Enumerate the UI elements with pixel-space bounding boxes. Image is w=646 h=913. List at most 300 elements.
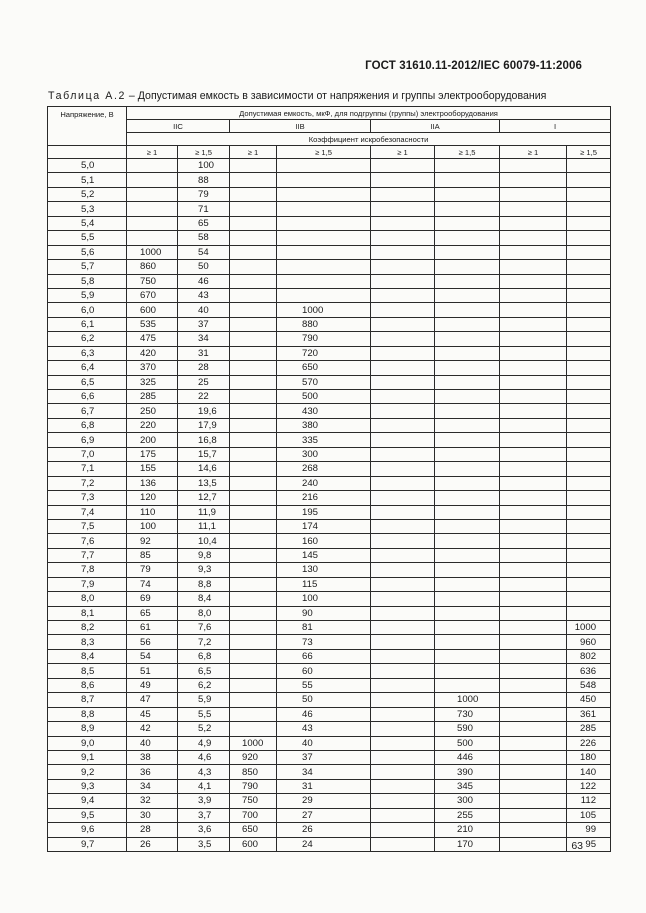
capacity-cell: 45: [127, 707, 178, 721]
capacity-cell: 5,2: [178, 722, 230, 736]
capacity-cell: 110: [127, 505, 178, 519]
capacity-cell: [371, 765, 435, 779]
voltage-cell: 8,6: [48, 678, 127, 692]
capacity-cell: [371, 375, 435, 389]
capacity-cell: [435, 346, 500, 360]
capacity-cell: [500, 534, 567, 548]
capacity-cell: 345: [435, 779, 500, 793]
capacity-cell: [277, 216, 371, 230]
capacity-cell: [371, 245, 435, 259]
factor-header: ≥ 1,5: [435, 146, 500, 159]
capacity-cell: [500, 577, 567, 591]
voltage-cell: 6,9: [48, 433, 127, 447]
capacity-cell: 636: [567, 664, 611, 678]
capacity-cell: [371, 823, 435, 837]
capacity-cell: [567, 361, 611, 375]
capacity-cell: [371, 433, 435, 447]
capacity-cell: 325: [127, 375, 178, 389]
capacity-cell: [567, 187, 611, 201]
capacity-cell: 36: [127, 765, 178, 779]
capacity-cell: [371, 231, 435, 245]
capacity-cell: 195: [277, 505, 371, 519]
capacity-cell: [371, 361, 435, 375]
capacity-cell: 670: [127, 288, 178, 302]
capacity-cell: [567, 288, 611, 302]
capacity-cell: [500, 375, 567, 389]
voltage-cell: 6,3: [48, 346, 127, 360]
capacity-cell: [230, 404, 277, 418]
capacity-cell: 535: [127, 317, 178, 331]
capacity-cell: [230, 346, 277, 360]
capacity-cell: [230, 260, 277, 274]
capacity-cell: [371, 534, 435, 548]
capacity-cell: [567, 390, 611, 404]
capacity-cell: [435, 332, 500, 346]
capacity-cell: [230, 722, 277, 736]
voltage-cell: 5,9: [48, 288, 127, 302]
voltage-cell: 9,3: [48, 779, 127, 793]
capacity-cell: [277, 202, 371, 216]
voltage-cell: 5,6: [48, 245, 127, 259]
capacity-cell: [567, 404, 611, 418]
capacity-cell: [567, 418, 611, 432]
capacity-cell: 95: [567, 837, 611, 851]
table-row: [48, 491, 611, 505]
capacity-cell: 24: [277, 837, 371, 851]
capacity-cell: [371, 274, 435, 288]
capacity-cell: 8,8: [178, 577, 230, 591]
capacity-cell: [500, 693, 567, 707]
voltage-cell: 5,5: [48, 231, 127, 245]
table-row: [48, 404, 611, 418]
factor-header: ≥ 1: [371, 146, 435, 159]
capacity-cell: [371, 303, 435, 317]
capacity-cell: [435, 245, 500, 259]
capacity-cell: 500: [435, 736, 500, 750]
capacity-cell: 180: [567, 750, 611, 764]
factor-header: ≥ 1,5: [567, 146, 611, 159]
voltage-cell: 5,3: [48, 202, 127, 216]
capacity-cell: [435, 519, 500, 533]
capacity-cell: 85: [127, 548, 178, 562]
capacity-cell: [435, 260, 500, 274]
capacity-cell: 420: [127, 346, 178, 360]
capacity-cell: 7,2: [178, 635, 230, 649]
capacity-cell: 34: [277, 765, 371, 779]
capacity-cell: [500, 202, 567, 216]
capacity-cell: [230, 288, 277, 302]
capacity-cell: 450: [567, 693, 611, 707]
capacity-cell: 10,4: [178, 534, 230, 548]
table-row: [48, 534, 611, 548]
capacity-cell: 26: [127, 837, 178, 851]
capacity-cell: 100: [178, 159, 230, 173]
capacity-cell: 216: [277, 491, 371, 505]
capacity-cell: [371, 260, 435, 274]
capacity-cell: [371, 187, 435, 201]
capacity-cell: [435, 231, 500, 245]
capacity-cell: 6,5: [178, 664, 230, 678]
capacity-cell: [371, 462, 435, 476]
group-header-i: I: [500, 120, 611, 133]
capacity-cell: [435, 187, 500, 201]
capacity-cell: [500, 794, 567, 808]
capacity-cell: [567, 303, 611, 317]
capacity-cell: [500, 462, 567, 476]
capacity-cell: [435, 621, 500, 635]
capacity-cell: 88: [178, 173, 230, 187]
capacity-cell: 1000: [435, 693, 500, 707]
voltage-cell: 9,7: [48, 837, 127, 851]
table-body: [48, 159, 611, 852]
voltage-cell: 9,4: [48, 794, 127, 808]
capacity-cell: 4,1: [178, 779, 230, 793]
capacity-cell: [230, 173, 277, 187]
capacity-cell: [371, 390, 435, 404]
capacity-cell: [230, 577, 277, 591]
capacity-cell: [371, 548, 435, 562]
capacity-cell: 3,6: [178, 823, 230, 837]
capacity-cell: [435, 361, 500, 375]
voltage-cell: 5,4: [48, 216, 127, 230]
capacity-cell: [371, 216, 435, 230]
capacity-cell: 1000: [277, 303, 371, 317]
capacity-cell: 430: [277, 404, 371, 418]
capacity-cell: [500, 231, 567, 245]
capacity-cell: [500, 505, 567, 519]
capacity-cell: 475: [127, 332, 178, 346]
capacity-cell: [277, 159, 371, 173]
capacity-cell: 130: [277, 563, 371, 577]
capacity-cell: 65: [127, 606, 178, 620]
capacity-cell: [500, 346, 567, 360]
capacity-cell: [435, 649, 500, 663]
capacity-cell: [500, 736, 567, 750]
capacity-cell: [230, 274, 277, 288]
capacity-cell: 300: [277, 447, 371, 461]
capacity-cell: 860: [127, 260, 178, 274]
capacity-cell: 140: [567, 765, 611, 779]
capacity-cell: [500, 592, 567, 606]
capacity-cell: [500, 216, 567, 230]
capacity-cell: 27: [277, 808, 371, 822]
capacity-cell: [435, 303, 500, 317]
capacity-cell: [230, 635, 277, 649]
voltage-cell: 9,6: [48, 823, 127, 837]
capacity-cell: 850: [230, 765, 277, 779]
capacity-cell: 69: [127, 592, 178, 606]
capacity-cell: [230, 606, 277, 620]
table-row: [48, 693, 611, 707]
table-row: [48, 837, 611, 851]
capacity-cell: [500, 649, 567, 663]
capacity-cell: 548: [567, 678, 611, 692]
capacity-cell: [500, 173, 567, 187]
capacity-cell: [230, 361, 277, 375]
capacity-cell: [500, 548, 567, 562]
capacity-cell: 34: [127, 779, 178, 793]
capacity-cell: [230, 303, 277, 317]
capacity-cell: [500, 404, 567, 418]
table-row: [48, 375, 611, 389]
voltage-cell: 7,1: [48, 462, 127, 476]
capacity-cell: 175: [127, 447, 178, 461]
capacity-cell: 112: [567, 794, 611, 808]
capacity-cell: [567, 245, 611, 259]
capacity-cell: [435, 577, 500, 591]
capacity-cell: 240: [277, 476, 371, 490]
capacity-cell: [230, 664, 277, 678]
table-row: [48, 202, 611, 216]
capacity-cell: 1000: [230, 736, 277, 750]
capacity-cell: [127, 187, 178, 201]
capacity-cell: 285: [127, 390, 178, 404]
table-row: [48, 577, 611, 591]
capacity-cell: [371, 837, 435, 851]
capacity-cell: [230, 707, 277, 721]
table-row: [48, 231, 611, 245]
page-number: 63: [571, 840, 583, 852]
capacity-cell: 650: [277, 361, 371, 375]
capacity-cell: [127, 231, 178, 245]
capacity-cell: 79: [127, 563, 178, 577]
capacity-cell: [567, 260, 611, 274]
capacity-cell: [277, 260, 371, 274]
table-caption-text: – Допустимая емкость в зависимости от напряжения и группы электрооборудования: [125, 90, 547, 102]
table-row: [48, 649, 611, 663]
factor-header: ≥ 1: [127, 146, 178, 159]
capacity-cell: 34: [178, 332, 230, 346]
table-row: [48, 332, 611, 346]
capacity-cell: 174: [277, 519, 371, 533]
capacity-cell: [371, 317, 435, 331]
capacity-cell: 4,6: [178, 750, 230, 764]
table-row: [48, 447, 611, 461]
capacity-cell: [500, 722, 567, 736]
capacity-cell: 335: [277, 433, 371, 447]
capacity-cell: 590: [435, 722, 500, 736]
capacity-cell: [371, 779, 435, 793]
capacity-cell: [435, 317, 500, 331]
table-row: [48, 288, 611, 302]
capacity-cell: [230, 491, 277, 505]
table-row: [48, 390, 611, 404]
capacity-cell: 9,3: [178, 563, 230, 577]
capacity-cell: [567, 505, 611, 519]
voltage-cell: 9,1: [48, 750, 127, 764]
capacity-cell: 61: [127, 621, 178, 635]
table-row: [48, 736, 611, 750]
voltage-cell: 7,5: [48, 519, 127, 533]
capacity-cell: [371, 678, 435, 692]
capacity-cell: [500, 808, 567, 822]
capacity-cell: 200: [127, 433, 178, 447]
capacity-cell: 54: [127, 649, 178, 663]
capacity-cell: 4,3: [178, 765, 230, 779]
capacity-cell: 17,9: [178, 418, 230, 432]
capacity-cell: [500, 260, 567, 274]
capacity-cell: [435, 216, 500, 230]
voltage-cell: 7,7: [48, 548, 127, 562]
capacity-cell: [500, 418, 567, 432]
table-row: [48, 707, 611, 721]
capacity-cell: [435, 678, 500, 692]
table-row: [48, 592, 611, 606]
capacity-cell: [230, 592, 277, 606]
capacity-cell: 210: [435, 823, 500, 837]
capacity-cell: 1000: [127, 245, 178, 259]
capacity-cell: [230, 187, 277, 201]
voltage-cell: 8,5: [48, 664, 127, 678]
capacity-cell: [500, 476, 567, 490]
capacity-cell: 40: [127, 736, 178, 750]
capacity-cell: [230, 519, 277, 533]
factor-header: ≥ 1: [230, 146, 277, 159]
capacity-cell: 13,5: [178, 476, 230, 490]
capacity-cell: 11,1: [178, 519, 230, 533]
capacity-cell: [277, 274, 371, 288]
table-row: [48, 678, 611, 692]
voltage-cell: 6,6: [48, 390, 127, 404]
factor-header: ≥ 1: [500, 146, 567, 159]
capacity-cell: 43: [178, 288, 230, 302]
group-header-iib: IIB: [230, 120, 371, 133]
capacity-cell: [500, 823, 567, 837]
table-row: [48, 159, 611, 173]
capacity-cell: 960: [567, 635, 611, 649]
capacity-cell: [230, 390, 277, 404]
capacity-cell: 46: [277, 707, 371, 721]
capacity-cell: 5,9: [178, 693, 230, 707]
capacity-cell: 650: [230, 823, 277, 837]
table-row: [48, 505, 611, 519]
capacity-cell: 790: [277, 332, 371, 346]
table-row: [48, 433, 611, 447]
capacity-cell: [371, 808, 435, 822]
capacity-cell: [500, 187, 567, 201]
capacity-cell: [371, 577, 435, 591]
capacity-cell: [500, 274, 567, 288]
capacity-cell: [500, 288, 567, 302]
voltage-cell: 6,5: [48, 375, 127, 389]
factor-header-blank: [48, 146, 127, 159]
table-row: [48, 750, 611, 764]
capacity-cell: [435, 505, 500, 519]
capacity-cell: 570: [277, 375, 371, 389]
capacity-cell: [567, 476, 611, 490]
capacity-cell: 8,0: [178, 606, 230, 620]
voltage-cell: 5,8: [48, 274, 127, 288]
capacity-cell: 600: [127, 303, 178, 317]
voltage-cell: 7,6: [48, 534, 127, 548]
voltage-cell: 9,0: [48, 736, 127, 750]
table-row: [48, 346, 611, 360]
capacity-cell: 28: [127, 823, 178, 837]
capacity-cell: [230, 231, 277, 245]
capacity-cell: 56: [127, 635, 178, 649]
capacity-cell: [435, 664, 500, 678]
table-row: [48, 794, 611, 808]
capacity-cell: [230, 548, 277, 562]
table-row: [48, 274, 611, 288]
capacity-cell: 14,6: [178, 462, 230, 476]
capacity-cell: [277, 288, 371, 302]
table-row: [48, 635, 611, 649]
table-row: [48, 361, 611, 375]
capacity-cell: [567, 577, 611, 591]
capacity-cell: 29: [277, 794, 371, 808]
capacity-cell: [230, 159, 277, 173]
capacity-cell: [230, 216, 277, 230]
voltage-cell: 8,4: [48, 649, 127, 663]
capacity-cell: 11,9: [178, 505, 230, 519]
table-row: [48, 476, 611, 490]
capacity-cell: 50: [178, 260, 230, 274]
capacity-cell: [371, 476, 435, 490]
capacity-cell: 38: [127, 750, 178, 764]
table-row: [48, 317, 611, 331]
voltage-cell: 5,7: [48, 260, 127, 274]
voltage-column-header: Напряжение, В: [48, 107, 127, 146]
capacity-cell: [435, 375, 500, 389]
capacity-cell: 31: [178, 346, 230, 360]
factor-header: ≥ 1,5: [277, 146, 371, 159]
capacity-cell: 47: [127, 693, 178, 707]
capacity-cell: 43: [277, 722, 371, 736]
capacity-cell: 26: [277, 823, 371, 837]
capacity-cell: [435, 159, 500, 173]
capacity-cell: 42: [127, 722, 178, 736]
capacity-cell: [371, 418, 435, 432]
voltage-cell: 6,7: [48, 404, 127, 418]
capacity-cell: 65: [178, 216, 230, 230]
capacity-cell: [371, 505, 435, 519]
capacity-cell: [230, 332, 277, 346]
voltage-cell: 8,9: [48, 722, 127, 736]
capacity-cell: [500, 837, 567, 851]
capacity-cell: [500, 447, 567, 461]
capacity-cell: 100: [127, 519, 178, 533]
capacity-cell: 12,7: [178, 491, 230, 505]
capacity-cell: [500, 245, 567, 259]
capacity-cell: [500, 678, 567, 692]
capacity-cell: [567, 346, 611, 360]
capacity-cell: [500, 491, 567, 505]
capacity-cell: [435, 534, 500, 548]
capacity-cell: [435, 404, 500, 418]
capacity-cell: [230, 563, 277, 577]
capacity-cell: 750: [127, 274, 178, 288]
voltage-cell: 5,1: [48, 173, 127, 187]
capacity-cell: 37: [178, 317, 230, 331]
capacity-cell: 25: [178, 375, 230, 389]
capacity-cell: 300: [435, 794, 500, 808]
capacity-cell: [567, 433, 611, 447]
voltage-cell: 9,2: [48, 765, 127, 779]
capacity-cell: [277, 231, 371, 245]
capacity-cell: [127, 159, 178, 173]
capacity-cell: 720: [277, 346, 371, 360]
table-row: [48, 173, 611, 187]
voltage-cell: 7,2: [48, 476, 127, 490]
capacity-cell: 361: [567, 707, 611, 721]
table-row: [48, 664, 611, 678]
factor-header: ≥ 1,5: [178, 146, 230, 159]
capacity-cell: [371, 447, 435, 461]
capacity-cell: 920: [230, 750, 277, 764]
capacity-cell: [567, 274, 611, 288]
capacity-cell: [230, 245, 277, 259]
